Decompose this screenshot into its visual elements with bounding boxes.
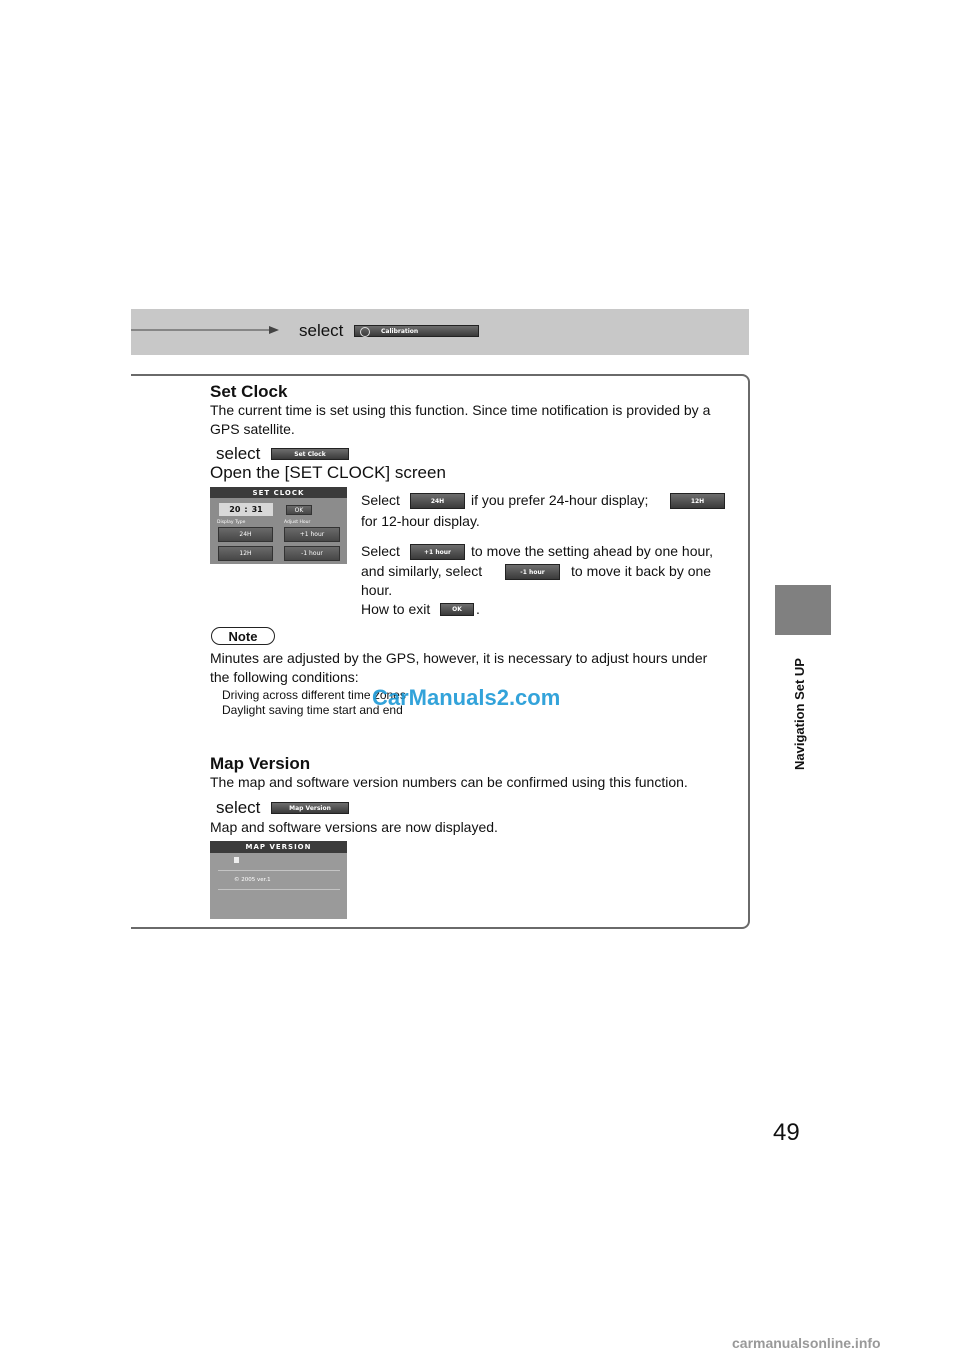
map-version-select-word: select (216, 798, 261, 817)
inline-plus-hour-button[interactable]: +1 hour (410, 544, 465, 560)
map-version-result: Map and software versions are now displayed. (210, 819, 498, 835)
display-type-label: Display Type (217, 520, 246, 525)
time-display (219, 503, 273, 516)
screen-12h-button[interactable]: 12H (218, 546, 273, 561)
line2-similarly: and similarly, select (361, 563, 483, 579)
set-clock-select-word: select (216, 444, 261, 463)
inline-ok-button[interactable]: OK (440, 603, 474, 616)
section-label: Navigation Set UP (792, 658, 807, 770)
screen-divider-1 (218, 870, 340, 871)
map-version-title: Map Version (210, 754, 311, 773)
screen-plus-hour-button[interactable]: +1 hour (284, 527, 340, 542)
screen-divider-2 (218, 889, 340, 890)
note-item-2: Daylight saving time start and end (222, 703, 403, 717)
line2-select: Select (361, 543, 400, 559)
footer-watermark: carmanualsonline.info (732, 1335, 881, 1351)
time-separator: : (244, 505, 248, 514)
set-clock-title: Set Clock (210, 382, 288, 401)
arrow-icon (131, 322, 281, 338)
set-clock-screen (210, 487, 347, 564)
note-item-1: Driving across different time zones (222, 688, 406, 702)
line2-hour: hour. (361, 582, 393, 598)
page-number: 49 (773, 1119, 800, 1146)
line3-exit: How to exit (361, 601, 431, 617)
calibration-label: Calibration (381, 327, 419, 335)
line2-text: to move the setting ahead by one hour, (471, 543, 714, 559)
map-version-line: © 2005 ver.1 (234, 877, 271, 883)
open-set-clock-text: Open the [SET CLOCK] screen (210, 463, 446, 482)
map-version-screen-title: MAP VERSION (210, 841, 347, 853)
screen-ok-button[interactable]: OK (286, 505, 312, 515)
set-clock-button[interactable]: Set Clock (271, 448, 349, 460)
line1-text: if you prefer 24-hour display; (471, 492, 649, 508)
line3-end: . (476, 601, 480, 617)
line2-back: to move it back by one (571, 563, 712, 579)
inline-24h-button[interactable]: 24H (410, 493, 465, 509)
time-hour: 20 (229, 505, 241, 514)
map-version-desc: The map and software version numbers can be confirmed using this function. (210, 774, 688, 790)
map-version-screen (210, 841, 347, 919)
header-select-word: select (299, 321, 344, 340)
watermark: CarManuals2.com (372, 685, 561, 710)
set-clock-desc: The current time is set using this function. Since time notification is provided by a GPS satellite. (210, 402, 711, 437)
note-text: Minutes are adjusted by the GPS, however, it is necessary to adjust hours under the following conditions: (210, 650, 708, 685)
line1-select: Select (361, 492, 400, 508)
time-minute: 31 (251, 505, 263, 514)
inline-minus-hour-button[interactable]: -1 hour (505, 564, 560, 580)
compass-icon (360, 327, 370, 337)
screen-24h-button[interactable]: 24H (218, 527, 273, 542)
adjust-hour-label: Adjust Hour (284, 520, 311, 525)
map-version-button[interactable]: Map Version (271, 802, 349, 814)
inline-12h-button[interactable]: 12H (670, 493, 725, 509)
disc-icon (234, 857, 239, 863)
note-badge: Note (211, 627, 275, 645)
set-clock-screen-title: SET CLOCK (210, 487, 347, 498)
line1-end: for 12-hour display. (361, 513, 480, 529)
screen-minus-hour-button[interactable]: -1 hour (284, 546, 340, 561)
calibration-button[interactable] (354, 325, 479, 337)
